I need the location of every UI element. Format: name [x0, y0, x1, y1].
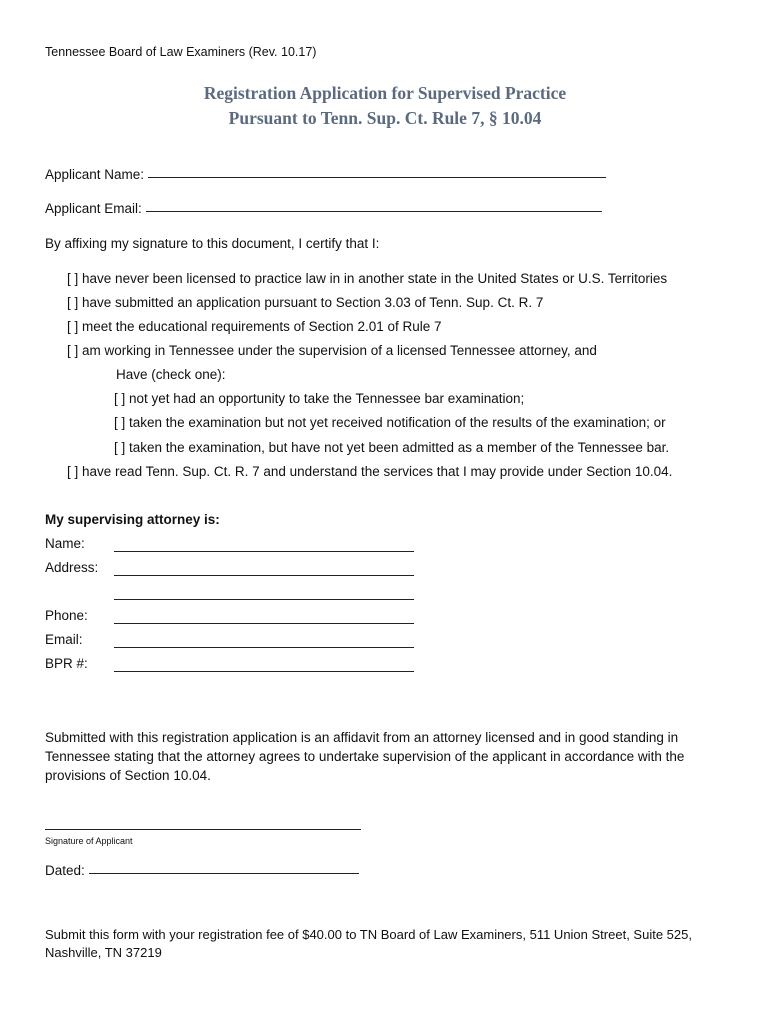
- check-item-3-text: meet the educational requirements of Section 2.01 of Rule 7: [82, 319, 442, 334]
- applicant-signature-field[interactable]: [45, 829, 361, 830]
- supervisor-phone-label: Phone:: [45, 608, 88, 623]
- certify-intro: By affixing my signature to this document, I certify that I:: [45, 236, 380, 251]
- check-item-4-text: am working in Tennessee under the supervision of a licensed Tennessee attorney, and: [82, 343, 597, 358]
- form-title-line-2: Pursuant to Tenn. Sup. Ct. Rule 7, § 10.04: [228, 108, 542, 128]
- check-item-1-text: have never been licensed to practice law in in another state in the United States or U.S. Territories: [82, 271, 668, 286]
- sub-check-item-3: [114, 440, 669, 455]
- check-item-2-text: have submitted an application pursuant to Section 3.03 of Tenn. Sup. Ct. R. 7: [82, 295, 544, 310]
- dated-row: [45, 863, 359, 878]
- supervisor-heading: My supervising attorney is:: [45, 512, 220, 527]
- sub-check-item-2-text: taken the examination but not yet received notification of the results of the examination; or: [129, 415, 666, 430]
- applicant-name-field[interactable]: [148, 176, 606, 178]
- check-item-3: [67, 319, 442, 334]
- affidavit-paragraph: Submitted with this registration application is an affidavit from an attorney licensed and in good standing in Tennessee stating that the attorney agrees to undertake supervision of the applicant in accordance with the provisions of Section 10.04.: [45, 730, 685, 783]
- checkbox-4[interactable]: [ ]: [67, 343, 79, 358]
- check-item-4: [67, 343, 597, 358]
- form-revision-header: Tennessee Board of Law Examiners (Rev. 10.17): [45, 45, 317, 59]
- supervisor-email-field[interactable]: [114, 647, 414, 648]
- checkbox-5[interactable]: [ ]: [67, 464, 79, 479]
- applicant-email-row: [45, 201, 602, 216]
- form-title-line-1: Registration Application for Supervised Practice: [203, 83, 567, 103]
- supervisor-address-field-1[interactable]: [114, 575, 414, 576]
- sub-checkbox-1[interactable]: [ ]: [114, 391, 126, 406]
- checkbox-3[interactable]: [ ]: [67, 319, 79, 334]
- have-check-one-label: Have (check one):: [116, 367, 226, 382]
- supervisor-phone-field[interactable]: [114, 623, 414, 624]
- submission-instructions: Submit this form with your registration fee of $40.00 to TN Board of Law Examiners, 511 Union Street, Suite 525, Nashville, TN 37219: [45, 927, 692, 960]
- applicant-name-row: [45, 167, 606, 182]
- supervisor-address-label: Address:: [45, 560, 99, 575]
- supervisor-address-field-2[interactable]: [114, 599, 414, 600]
- sub-check-item-1: [114, 391, 524, 406]
- check-item-1: [67, 271, 667, 286]
- signature-label: Signature of Applicant: [45, 836, 133, 846]
- check-item-2: [67, 295, 543, 310]
- supervisor-email-label: Email:: [45, 632, 83, 647]
- sub-check-item-1-text: not yet had an opportunity to take the Tennessee bar examination;: [129, 391, 525, 406]
- applicant-name-label: Applicant Name:: [45, 167, 145, 182]
- dated-field[interactable]: [89, 872, 359, 874]
- sub-checkbox-3[interactable]: [ ]: [114, 440, 126, 455]
- applicant-email-field[interactable]: [146, 210, 602, 212]
- supervisor-name-field[interactable]: [114, 551, 414, 552]
- supervisor-bpr-field[interactable]: [114, 671, 414, 672]
- supervisor-name-label: Name:: [45, 536, 85, 551]
- check-item-5-text: have read Tenn. Sup. Ct. R. 7 and understand the services that I may provide under Section 10.04.: [82, 464, 673, 479]
- checkbox-2[interactable]: [ ]: [67, 295, 79, 310]
- check-item-5: [67, 464, 672, 479]
- sub-check-item-3-text: taken the examination, but have not yet been admitted as a member of the Tennessee bar.: [129, 440, 670, 455]
- sub-check-item-2: [114, 415, 666, 430]
- sub-checkbox-2[interactable]: [ ]: [114, 415, 126, 430]
- dated-label: Dated:: [45, 863, 85, 878]
- applicant-email-label: Applicant Email:: [45, 201, 142, 216]
- supervisor-bpr-label: BPR #:: [45, 656, 88, 671]
- checkbox-1[interactable]: [ ]: [67, 271, 79, 286]
